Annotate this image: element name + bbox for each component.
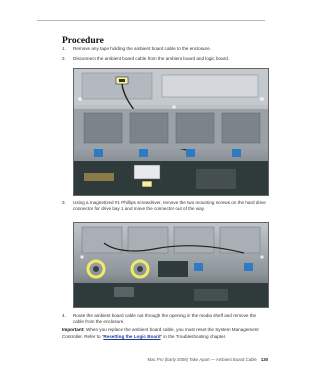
important-note [62,327,272,340]
photo-drive-connector [73,222,269,308]
drive-connector-photo-graphic [74,223,268,307]
footer-title: Mac Pro (Early 2008) Take Apart — Ambient Board Cable [147,357,257,362]
step-text: Using a magnetized #1 Phillips screwdriver, remove the two mounting screws on the hard drive connector for drive bay 1 and move the connector out of the way. [73,200,266,212]
step-number: 1. [62,46,66,51]
step-text: Disconnect the ambient board cable from the ambient board and logic board. [73,56,230,61]
step-text: Route the ambient board cable out through the opening in the media shelf and remove the cable from the enclosure. [73,313,257,325]
step-text: Remove any tape holding the ambient board cable to the enclosure. [73,46,211,51]
step-number: 3. [62,200,66,205]
important-label: Important: [62,327,85,332]
page-footer [148,357,268,362]
important-text-before: When you replace the ambient board cable, you must reset the System Management Controller. Refer to “ [62,327,259,339]
page-number: 130 [260,357,268,362]
photo-ambient-board [73,68,269,196]
step-number: 4. [62,313,66,318]
ambient-board-photo-graphic [74,69,268,195]
section-heading: Procedure [62,36,104,46]
important-text-after: ” in the Troubleshooting chapter. [160,333,227,339]
reset-logic-board-link[interactable]: Resetting the Logic Board [103,333,161,339]
step-number: 2. [62,56,66,61]
header-rule [37,20,265,21]
